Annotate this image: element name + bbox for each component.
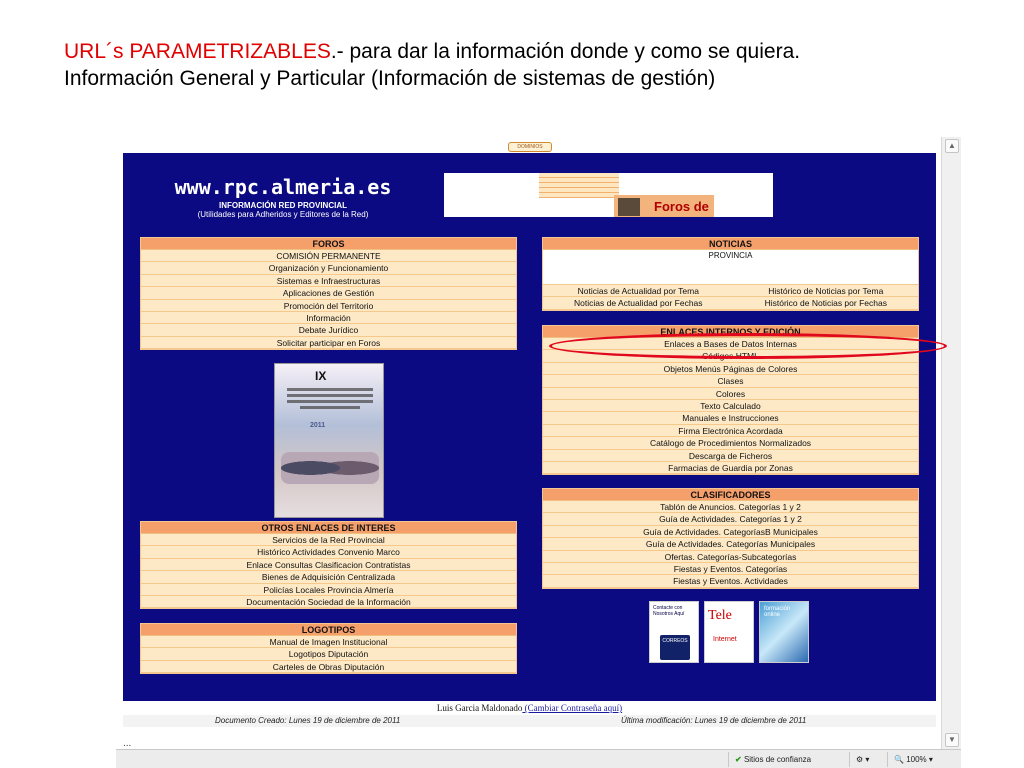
- service-icons: [649, 601, 814, 663]
- browser-window: [116, 137, 961, 768]
- enlaces-item[interactable]: Objetos Menús Páginas de Colores: [543, 363, 918, 375]
- otros-item[interactable]: Documentación Sociedad de la Información: [141, 596, 516, 608]
- zoom-icon: 🔍: [894, 755, 904, 764]
- clasificadores-table: [542, 488, 919, 589]
- clasificadores-item[interactable]: Tablón de Anuncios. Categorías 1 y 2: [543, 501, 918, 513]
- noticias-provincia: PROVINCIA: [543, 250, 918, 285]
- slide-title-line2: Información General y Particular (Información de sistemas de gestión): [64, 67, 716, 90]
- logotipos-table: [140, 623, 517, 674]
- noticias-row: [543, 297, 918, 309]
- logotipos-item[interactable]: Carteles de Obras Diputación: [141, 661, 516, 673]
- contact-mail-icon[interactable]: Contacte con Nosotros Aquí CORREOS: [649, 601, 699, 663]
- scroll-down-icon[interactable]: ▼: [945, 733, 959, 747]
- noticias-link[interactable]: Noticias de Actualidad por Fechas: [574, 298, 703, 309]
- otros-item[interactable]: Bienes de Adquisición Centralizada: [141, 571, 516, 583]
- otros-item[interactable]: Enlace Consultas Clasificacion Contratistas: [141, 559, 516, 571]
- logotipos-header: LOGOTIPOS: [141, 624, 516, 636]
- otros-header: OTROS ENLACES DE INTERES: [141, 522, 516, 534]
- poster-year: 2011: [310, 422, 326, 429]
- scroll-up-icon[interactable]: ▲: [945, 139, 959, 153]
- header-banner: [444, 173, 773, 217]
- foros-banner-text: Foros de: [654, 199, 709, 214]
- nav-arrows-icon[interactable]: DOMINIOS: [508, 142, 552, 152]
- foros-item[interactable]: Información: [141, 312, 516, 324]
- user-name: Luis Garcia Maldonado: [436, 703, 523, 713]
- vertical-scrollbar[interactable]: [941, 137, 961, 749]
- security-zone-label: Sitios de confianza: [743, 755, 812, 764]
- ellipsis: ...: [123, 738, 132, 749]
- noticias-table: [542, 237, 919, 311]
- foros-item[interactable]: COMISIÓN PERMANENTE: [141, 250, 516, 262]
- enlaces-item[interactable]: Manuales e Instrucciones: [543, 412, 918, 424]
- site-logo: [143, 175, 423, 219]
- teleformacion-icon[interactable]: Tele Internet: [704, 601, 754, 663]
- clasificadores-header: CLASIFICADORES: [543, 489, 918, 501]
- noticias-link[interactable]: Histórico de Noticias por Fechas: [764, 298, 887, 309]
- otros-table: [140, 521, 517, 609]
- modified-date: Última modificación: Lunes 19 de diciembre de 2011: [621, 716, 807, 725]
- slide-title-highlight: URL´s PARAMETRIZABLES: [64, 40, 331, 63]
- protected-mode-icon[interactable]: ⚙ ▾: [849, 752, 887, 767]
- slide-title: [64, 38, 1004, 92]
- checkmark-icon: ✔: [735, 755, 742, 764]
- clasificadores-item[interactable]: Ofertas. Categorías-Subcategorías: [543, 551, 918, 563]
- enlaces-item[interactable]: Catálogo de Procedimientos Normalizados: [543, 437, 918, 449]
- foros-item[interactable]: Sistemas e Infraestructuras: [141, 275, 516, 287]
- online-training-icon[interactable]: formación online: [759, 601, 809, 663]
- enlaces-item[interactable]: Descarga de Ficheros: [543, 450, 918, 462]
- clasificadores-item[interactable]: Guía de Actividades. Categorías 1 y 2: [543, 513, 918, 525]
- otros-item[interactable]: Histórico Actividades Convenio Marco: [141, 546, 516, 558]
- clasificadores-item[interactable]: Fiestas y Eventos. Actividades: [543, 575, 918, 587]
- noticias-row: [543, 285, 918, 297]
- security-zone: [728, 752, 848, 767]
- highlight-ellipse: [549, 333, 947, 359]
- status-bar: [116, 749, 961, 768]
- conference-poster[interactable]: [274, 363, 384, 518]
- foros-item[interactable]: Aplicaciones de Gestión: [141, 287, 516, 299]
- clasificadores-item[interactable]: Guía de Actividades. CategoríasB Municipales: [543, 526, 918, 538]
- poster-roman-numeral: IX: [315, 369, 327, 383]
- created-date: Documento Creado: Lunes 19 de diciembre de 2011: [215, 716, 401, 725]
- web-page: [123, 153, 936, 701]
- noticias-link[interactable]: Noticias de Actualidad por Tema: [577, 286, 699, 296]
- enlaces-header: ENLACES INTERNOS Y EDICIÓN: [543, 326, 918, 338]
- top-strip: [116, 137, 961, 153]
- foros-table: [140, 237, 517, 350]
- user-footer: [123, 701, 936, 715]
- enlaces-item-bases-datos[interactable]: Enlaces a Bases de Datos Internas: [543, 338, 918, 350]
- clasificadores-item[interactable]: Guía de Actividades. Categorías Municipales: [543, 538, 918, 550]
- site-name: www.rpc.almeria.es: [174, 175, 392, 199]
- noticias-link[interactable]: Histórico de Noticias por Tema: [768, 286, 884, 296]
- logotipos-item[interactable]: Logotipos Diputación: [141, 648, 516, 660]
- zoom-control[interactable]: 🔍 100% ▾: [887, 752, 941, 767]
- change-password-link[interactable]: (Cambiar Contraseña aquí): [522, 703, 623, 713]
- otros-item[interactable]: Servicios de la Red Provincial: [141, 534, 516, 546]
- clasificadores-item[interactable]: Fiestas y Eventos. Categorías: [543, 563, 918, 575]
- people-icon: [618, 198, 640, 216]
- enlaces-item[interactable]: Colores: [543, 388, 918, 400]
- enlaces-item[interactable]: Texto Calculado: [543, 400, 918, 412]
- mini-menu: [539, 173, 619, 198]
- noticias-header: NOTICIAS: [543, 238, 918, 250]
- foros-item[interactable]: Organización y Funcionamiento: [141, 262, 516, 274]
- foros-item[interactable]: Solicitar participar en Foros: [141, 337, 516, 349]
- enlaces-item[interactable]: Clases: [543, 375, 918, 387]
- foros-header: FOROS: [141, 238, 516, 250]
- foros-item[interactable]: Promoción del Territorio: [141, 300, 516, 312]
- site-subtitle: INFORMACIÓN RED PROVINCIAL: [219, 201, 347, 210]
- enlaces-item[interactable]: Farmacias de Guardia por Zonas: [543, 462, 918, 474]
- enlaces-item[interactable]: Firma Electrónica Acordada: [543, 425, 918, 437]
- zoom-level: 100%: [906, 755, 927, 764]
- foros-banner[interactable]: [614, 195, 714, 217]
- otros-item[interactable]: Policías Locales Provincia Almería: [141, 584, 516, 596]
- foros-item[interactable]: Debate Jurídico: [141, 324, 516, 336]
- logotipos-item[interactable]: Manual de Imagen Institucional: [141, 636, 516, 648]
- enlaces-item[interactable]: Códigos HTML: [543, 350, 918, 362]
- slide-title-rest: .- para dar la información donde y como se quiera.: [330, 40, 801, 63]
- site-tagline: (Utilidades para Adheridos y Editores de la Red): [197, 210, 369, 219]
- poster-image: [281, 452, 379, 484]
- date-footer: [123, 715, 936, 727]
